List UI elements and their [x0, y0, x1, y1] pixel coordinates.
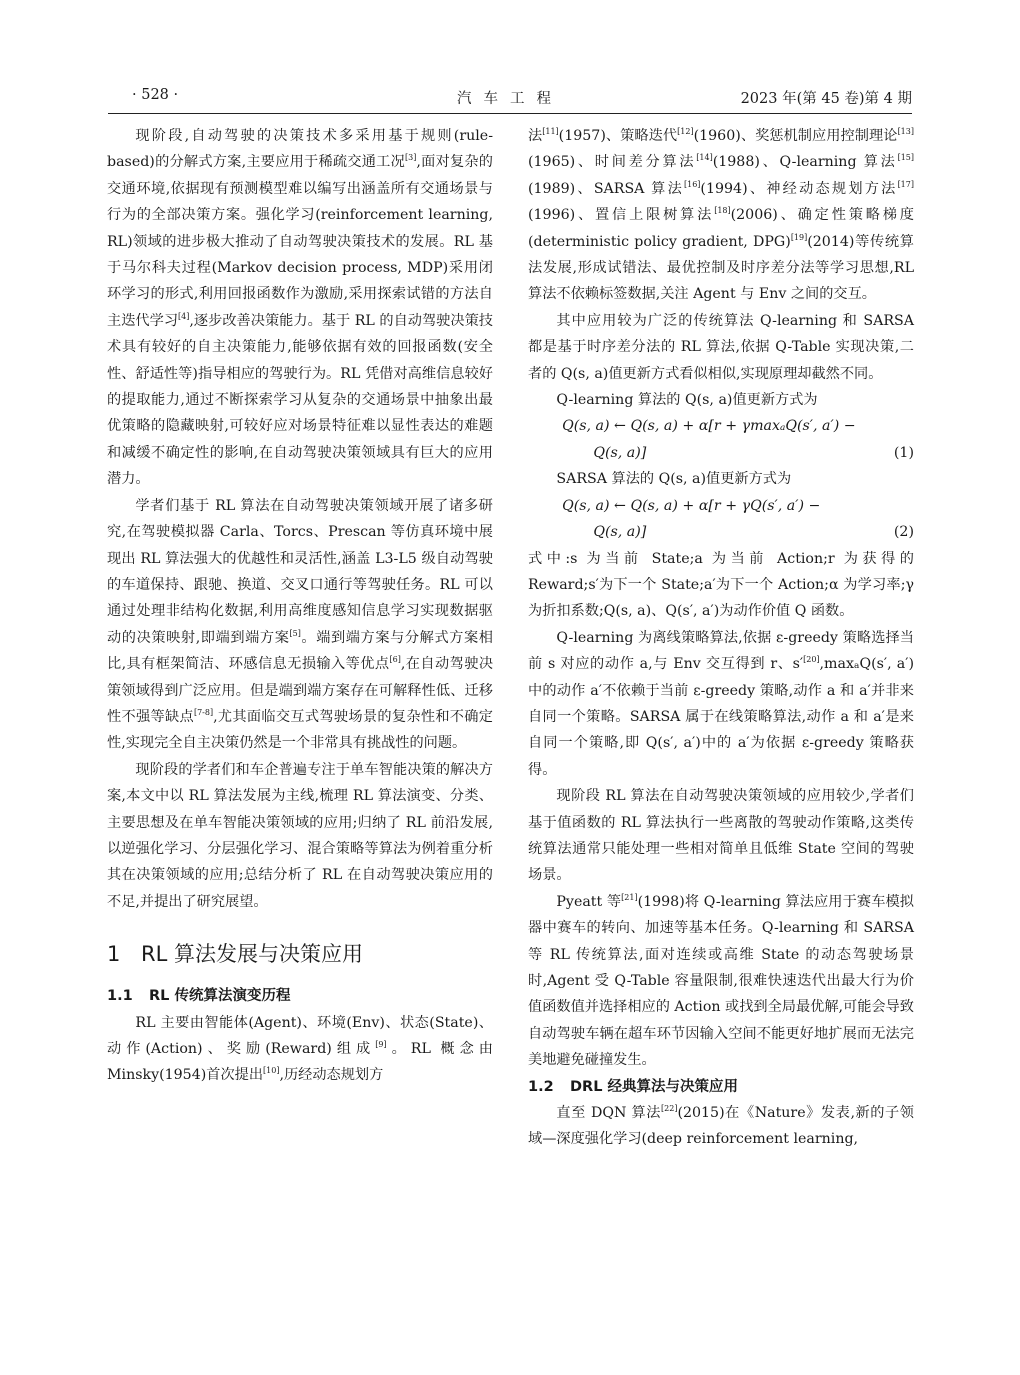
citation: [4]: [178, 311, 190, 321]
citation: [10]: [263, 1066, 280, 1076]
citation: [19]: [790, 232, 808, 242]
equation-number: (1): [893, 444, 914, 461]
paragraph: Pyeatt 等[21](1998)将 Q-learning 算法应用于赛车模拟器中赛车的转向、加速等基本任务。Q-learning 和 SARSA 等 RL 传统算法,面对连续或高维 State 的动态驾驶场景时,Agent 受 Q-Table 容量限制,很难快速迭代出最大行为价值函数值并选择相应的 Action 或找到全局最优解,可能会导致自动驾驶车辆在超车环节因输入空间不能更好地扩展而无法完美地避免碰撞发生。: [528, 892, 914, 1069]
equation-1: Q(s, a) ← Q(s, a) + α[r + γmaxₐQ(s′, a′) −: [562, 418, 856, 435]
journal-title: 汽车工程: [457, 91, 563, 107]
citation: [5]: [289, 628, 301, 638]
paragraph: 式中:s 为当前 State;a 为当前 Action;r 为获得的 Reward;s′为下一个 State;a′为下一个 Action;α 为学习率;γ 为折扣系数;Q(s, a)、Q(s′, a′)为动作价值 Q 函数。: [528, 550, 914, 620]
paragraph: 现阶段 RL 算法在自动驾驶决策领域的应用较少,学者们基于值函数的 RL 算法执行一些离散的驾驶动作策略,这类传统算法通常只能处理一些相对简单且低维 State 空间的驾驶场景。: [528, 788, 914, 884]
citation: [3]: [405, 153, 417, 163]
equation-number: (2): [893, 524, 914, 541]
citation: [22]: [661, 1104, 678, 1114]
paragraph: 现阶段,自动驾驶的决策技术多采用基于规则(rule-based)的分解式方案,主要应用于稀疏交通工况[3],面对复杂的交通环境,依据现有预测模型难以编写出涵盖所有交通场景与行为的全部决策方案。强化学习(reinforcement learning, RL)领域的进步极大推动了自动驾驶决策技术的发展。RL 基于马尔科夫过程(Markov decision process, MDP)采用闭环学习的形式,利用回报函数作为激励,采用探索试错的方法自主迭代学习[4],逐步改善决策能力。基于 RL 的自动驾驶决策技术具有较好的自主决策能力,能够依据有效的回报函数(安全性、舒适性等)指导相应的驾驶行为。RL 凭借对高维信息较好的提取能力,通过不断探索学习从复杂的交通场景中抽象出最优策略的隐藏映射,可较好应对场景特征难以显性表达的难题和减缓不确定性的影响,在自动驾驶决策领域具有巨大的应用潜力。: [107, 128, 493, 488]
section-heading: 1 RL 算法发展与决策应用: [107, 942, 363, 967]
equation-intro: SARSA 算法的 Q(s, a)值更新方式为: [556, 471, 792, 488]
citation: [9]: [375, 1040, 387, 1049]
paragraph: 法[11](1957)、策略迭代[12](1960)、奖惩机制应用控制理论[13](1965)、时间差分算法[14](1988)、Q-learning 算法[15](1989)、SARSA 算法[16](1994)、神经动态规划方法[17](1996)、置信上限树算法[18](2006)、确定性策略梯度(deterministic policy gradient, DPG)[19](2014)等传统算法发展,形成试错法、最优控制及时序差分法等学习思想,RL 算法不依赖标签数据,关注 Agent 与 Env 之间的交互。: [528, 127, 915, 303]
citation: [6]: [389, 655, 401, 665]
right-column: [528, 123, 914, 1153]
equation-intro: Q-learning 算法的 Q(s, a)值更新方式为: [556, 392, 818, 409]
paragraph: 直至 DQN 算法[22](2015)在《Nature》发表,新的子领域—深度强化学习(deep reinforcement learning,: [528, 1104, 914, 1148]
citation: [21]: [621, 892, 638, 902]
equation-2: Q(s, a) ← Q(s, a) + α[r + γQ(s′, a′) −: [562, 497, 821, 514]
equation-2-continued: Q(s, a)] (2): [528, 519, 914, 545]
paragraph: RL 主要由智能体(Agent)、环境(Env)、状态(State)、动作(Action)、奖励(Reward)组成[9]。RL 概念由 Minsky(1954)首次提出[10],历经动态规划方: [107, 1014, 493, 1084]
paragraph: 现阶段的学者们和车企普遍专注于单车智能决策的解决方案,本文中以 RL 算法发展为主线,梳理 RL 算法演变、分类、主要思想及在单车智能决策领域的应用;归纳了 RL 前沿发展,以逆强化学习、分层强化学习、混合策略等算法为例着重分析其在决策领域的应用;总结分析了 RL 在自动驾驶决策应用的不足,并提出了研究展望。: [107, 761, 493, 910]
paragraph: 其中应用较为广泛的传统算法 Q-learning 和 SARSA 都是基于时序差分法的 RL 算法,依据 Q-Table 实现决策,二者的 Q(s, a)值更新方式看似相似,实现原理却截然不同。: [528, 312, 914, 382]
subsection-heading: 1.1 RL 传统算法演变历程: [107, 988, 291, 1005]
citation: [20]: [803, 655, 820, 665]
citation: [14]: [696, 153, 713, 163]
citation: [13]: [897, 127, 914, 136]
citation: [7-8]: [193, 707, 214, 717]
header-rule: [108, 113, 912, 114]
left-column: [107, 123, 493, 1089]
citation: [12]: [677, 127, 694, 136]
citation: [11]: [542, 127, 559, 136]
citation: [15]: [897, 153, 914, 163]
paragraph: 学者们基于 RL 算法在自动驾驶决策领域开展了诸多研究,在驾驶模拟器 Carla、Torcs、Prescan 等仿真环境中展现出 RL 算法强大的优越性和灵活性,涵盖 L3-L5 级自动驾驶的车道保持、跟驰、换道、交叉口通行等驾驶任务。RL 可以通过处理非结构化数据,利用高维度感知信息学习实现数据驱动的决策映射,即端到端方案[5]。端到端方案与分解式方案相比,具有框架简洁、环感信息无损输入等优点[6],在自动驾驶决策领域得到广泛应用。但是端到端方案存在可解释性低、迁移性不强等缺点[7-8],尤其面临交互式驾驶场景的复杂性和不确定性,实现完全自主决策仍然是一个非常具有挑战性的问题。: [107, 497, 494, 752]
page-number: · 528 ·: [132, 87, 179, 103]
citation: [18]: [714, 206, 731, 216]
issue-info: 2023 年(第 45 卷)第 4 期: [740, 91, 912, 107]
citation: [16]: [684, 179, 701, 189]
citation: [17]: [897, 179, 914, 189]
equation-1-continued: Q(s, a)] (1): [528, 440, 914, 466]
paragraph: Q-learning 为离线策略算法,依据 ε-greedy 策略选择当前 s 对应的动作 a,与 Env 交互得到 r、s′[20],maxₐQ(s′, a′)中的动作 a′不依赖于当前 ε-greedy 策略,动作 a 和 a′并非来自同一个策略。SARSA 属于在线策略算法,动作 a 和 a′是来自同一个策略,即 Q(s′, a′)中的 a′为依据 ε-greedy 策略获得。: [528, 629, 914, 778]
subsection-heading: 1.2 DRL 经典算法与决策应用: [528, 1078, 738, 1095]
